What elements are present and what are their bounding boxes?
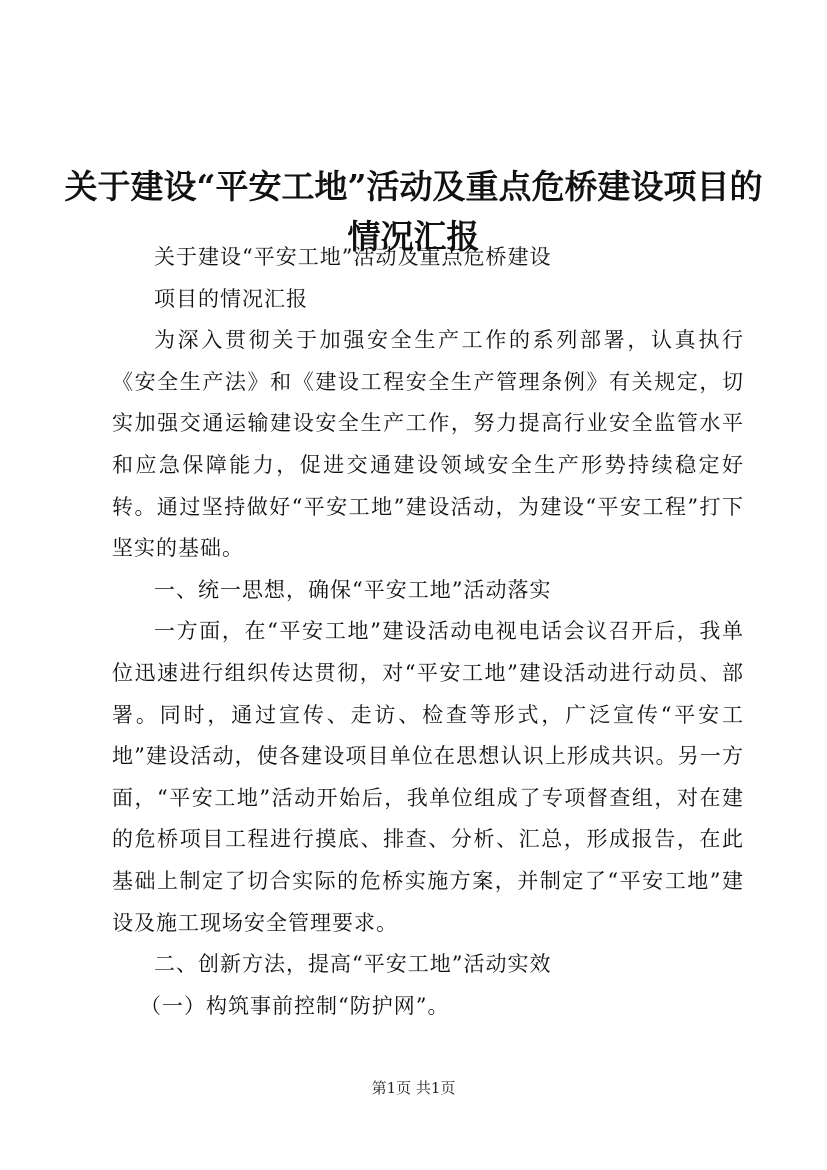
document-body — [112, 237, 744, 1027]
subsection-heading-1: （一）构筑事前控制“防护网”。 — [140, 993, 450, 1018]
section-heading-2: 二、创新方法，提高“平安工地”活动实效 — [154, 952, 552, 977]
page-number-footer: 第1页 共1页 — [371, 1079, 456, 1097]
paragraph-subtitle-line-1: 关于建设“平安工地”活动及重点危桥建设 — [154, 245, 552, 269]
section-heading-1: 一、统一思想，确保“平安工地”活动落实 — [154, 577, 552, 602]
paragraph-intro: 为深入贯彻关于加强安全生产工作的系列部署，认真执行《安全生产法》和《建设工程安全生产管理条例》有关规定，切实加强交通运输建设安全生产工作，努力提高行业安全监管水平和应急保障能力，促进交通建设领域安全生产形势持续稳定好转。通过坚持做好“平安工地”建设活动，为建设“平安工程”打下坚实的基础。 — [112, 328, 744, 561]
paragraph-section-1: 一方面，在“平安工地”建设活动电视电话会议召开后，我单位迅速进行组织传达贯彻，对“平安工地”建设活动进行动员、部署。同时，通过宣传、走访、检查等形式，广泛宣传“平安工地”建设活动，使各建设项目单位在思想认识上形成共识。另一方面，“平安工地”活动开始后，我单位组成了专项督查组，对在建的危桥项目工程进行摸底、排查、分析、汇总，形成报告，在此基础上制定了切合实际的危桥实施方案，并制定了“平安工地”建设及施工现场安全管理要求。 — [112, 619, 744, 935]
document-title: 关于建设“平安工地”活动及重点危桥建设项目的情况汇报 — [64, 167, 763, 257]
paragraph-subtitle-line-2: 项目的情况汇报 — [154, 286, 308, 311]
